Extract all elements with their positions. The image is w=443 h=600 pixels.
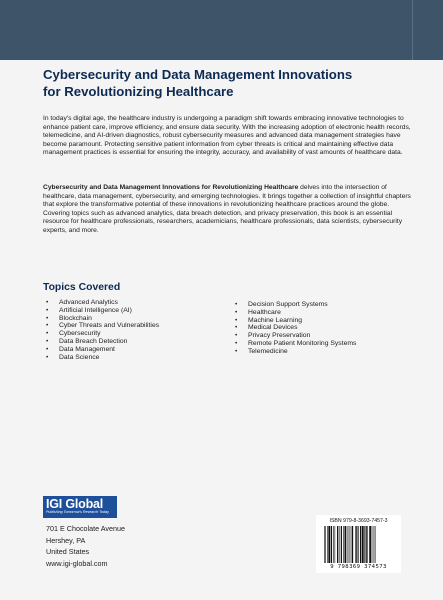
topic-item: • Machine Learning bbox=[232, 317, 356, 325]
publisher-website: www.igi-global.com bbox=[46, 558, 108, 568]
topic-item: • Advanced Analytics bbox=[43, 299, 159, 307]
topics-list-left bbox=[43, 299, 159, 361]
title-line-1: Cybersecurity and Data Management Innovations bbox=[43, 67, 353, 82]
topic-item: • Data Management bbox=[43, 346, 159, 354]
paragraph-2-text: delves into the intersection of healthcare, data management, cybersecurity, and emerging technologies. It brings together a collection of insightful chapters that explore the transformative potential of these innovations in revolutionizing healthcare practices around the globe. Covering topics such as advanced analytics, data breach detection, and privacy preservation, this book is an essential resource for healthcare professionals, researchers, academicians, healthcare professionals, data scientists, cybersecurity experts, and more. bbox=[43, 184, 411, 234]
address-line: Hershey, PA bbox=[46, 535, 86, 545]
topic-item: • Healthcare bbox=[232, 309, 356, 317]
top-color-band bbox=[0, 0, 443, 60]
paragraph-2-bold-title: Cybersecurity and Data Management Innovations for Revolutionizing Healthcare bbox=[43, 184, 299, 191]
logo-tagline: Publishing Tomorrow's Research Today bbox=[46, 510, 109, 514]
topic-item: • Blockchain bbox=[43, 315, 159, 323]
isbn-label: ISBN 979-8-3693-7457-3 bbox=[329, 518, 388, 524]
topic-item: • Cybersecurity bbox=[43, 330, 159, 338]
barcode-number: 9 798369 374573 bbox=[330, 564, 387, 570]
topic-item: • Medical Devices bbox=[232, 324, 356, 332]
publisher-logo bbox=[43, 496, 117, 518]
topic-item: • Artificial Intelligence (AI) bbox=[43, 307, 159, 315]
address-line: United States bbox=[46, 547, 90, 556]
publisher-address bbox=[46, 523, 125, 569]
topic-item: • Remote Patient Monitoring Systems bbox=[232, 340, 356, 348]
title-line-2: for Revolutionizing Healthcare bbox=[43, 84, 234, 99]
address-line: 701 E Chocolate Avenue bbox=[46, 524, 125, 533]
topic-item: • Data Breach Detection bbox=[43, 338, 159, 346]
topics-list-right bbox=[232, 301, 356, 356]
description-paragraph-1: In today's digital age, the healthcare industry is undergoing a paradigm shift towards embracing innovative technologies to enhance patient care, improve efficiency, and ensure data security. With the increasing adoption of electronic health records, telemedicine, and AI-driven diagnostics, robust cybersecurity measures and advanced data management strategies have become paramount. Protecting sensitive patient information from cyber threats is critical and maintaining effective data management practices is essential for ensuring the integrity, accuracy, and availability of vast amounts of healthcare data. bbox=[43, 115, 411, 157]
topic-item: • Data Science bbox=[43, 354, 159, 362]
barcode-box bbox=[316, 515, 401, 573]
topic-item: • Decision Support Systems bbox=[232, 301, 356, 309]
barcode-icon bbox=[324, 526, 393, 563]
logo-name: IGI Global bbox=[46, 497, 104, 511]
topic-item: • Cyber Threats and Vulnerabilities bbox=[43, 322, 159, 330]
topic-item: • Privacy Preservation bbox=[232, 332, 356, 340]
topic-item: • Telemedicine bbox=[232, 348, 356, 356]
book-title bbox=[43, 66, 403, 100]
topics-heading: Topics Covered bbox=[43, 282, 121, 293]
description-paragraph-2 bbox=[43, 184, 415, 236]
